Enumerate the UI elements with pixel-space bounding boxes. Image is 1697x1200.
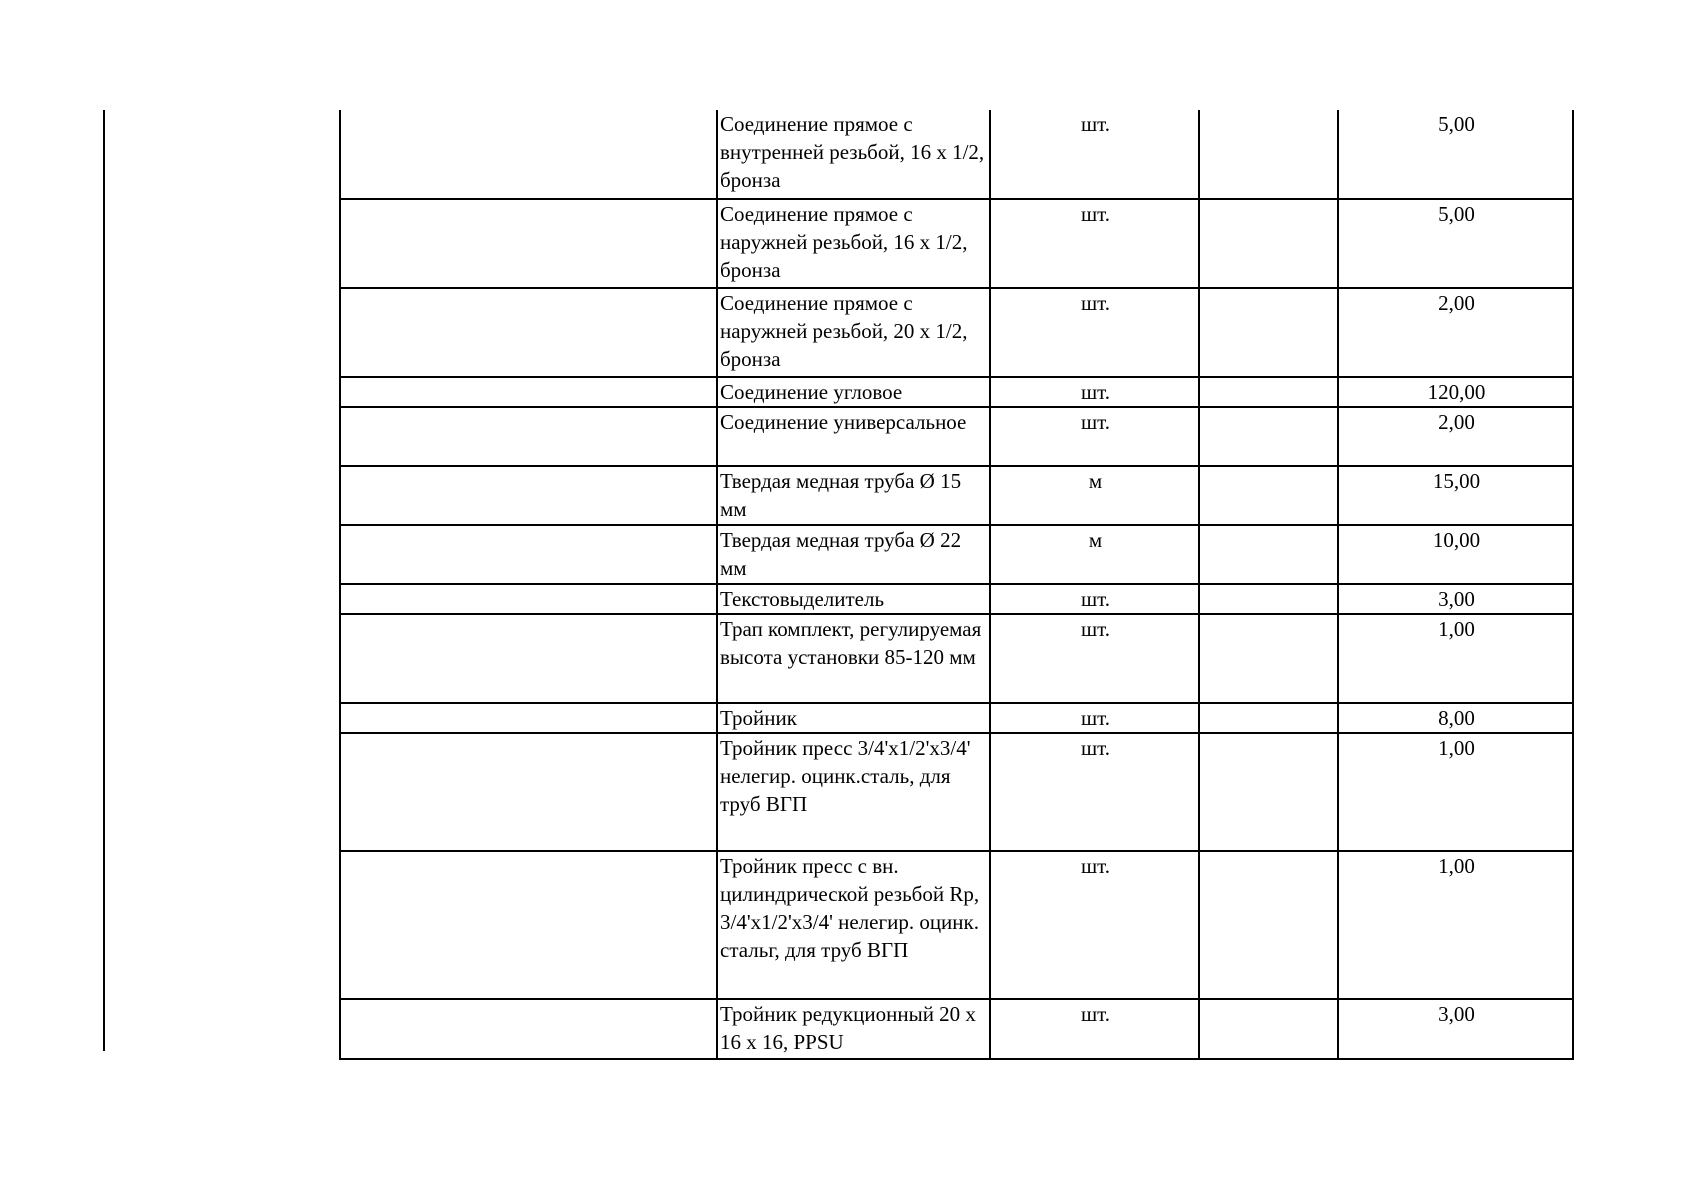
item-unit: шт. bbox=[990, 407, 1199, 466]
item-quantity: 1,00 bbox=[1338, 851, 1573, 999]
empty-cell bbox=[340, 733, 717, 851]
item-unit: шт. bbox=[990, 733, 1199, 851]
item-unit: шт. bbox=[990, 199, 1199, 288]
item-quantity: 2,00 bbox=[1338, 407, 1573, 466]
empty-cell bbox=[340, 999, 717, 1059]
item-quantity: 1,00 bbox=[1338, 733, 1573, 851]
empty-cell bbox=[340, 377, 717, 407]
empty-cell bbox=[1199, 733, 1338, 851]
item-name: Соединение универсальное bbox=[717, 407, 990, 466]
item-name: Соединение угловое bbox=[717, 377, 990, 407]
item-quantity: 2,00 bbox=[1338, 288, 1573, 377]
item-unit: м bbox=[990, 466, 1199, 525]
empty-cell bbox=[340, 110, 717, 199]
item-quantity: 1,00 bbox=[1338, 614, 1573, 703]
item-quantity: 3,00 bbox=[1338, 999, 1573, 1059]
table-row bbox=[340, 288, 1573, 377]
empty-cell bbox=[340, 614, 717, 703]
item-name: Текстовыделитель bbox=[717, 584, 990, 614]
item-unit: шт. bbox=[990, 110, 1199, 199]
item-quantity: 15,00 bbox=[1338, 466, 1573, 525]
item-unit: шт. bbox=[990, 703, 1199, 733]
empty-cell bbox=[340, 466, 717, 525]
item-name: Соединение прямое с внутренней резьбой, 16 х 1/2, бронза bbox=[717, 110, 990, 199]
item-name: Соединение прямое с наружней резьбой, 20 х 1/2, бронза bbox=[717, 288, 990, 377]
empty-cell bbox=[340, 584, 717, 614]
table-row bbox=[340, 110, 1573, 199]
empty-cell bbox=[1199, 110, 1338, 199]
empty-cell bbox=[1199, 288, 1338, 377]
item-quantity: 3,00 bbox=[1338, 584, 1573, 614]
table-row bbox=[340, 377, 1573, 407]
empty-cell bbox=[1199, 466, 1338, 525]
item-name: Тройник пресс с вн. цилиндрической резьбой Rp, 3/4'х1/2'х3/4' нелегир. оцинк. стальг, для труб ВГП bbox=[717, 851, 990, 999]
table-row bbox=[340, 584, 1573, 614]
empty-cell bbox=[1199, 614, 1338, 703]
empty-cell bbox=[340, 407, 717, 466]
item-name: Твердая медная труба Ø 15 мм bbox=[717, 466, 990, 525]
empty-cell bbox=[340, 851, 717, 999]
item-unit: шт. bbox=[990, 584, 1199, 614]
empty-cell bbox=[1199, 703, 1338, 733]
item-quantity: 5,00 bbox=[1338, 110, 1573, 199]
empty-cell bbox=[1199, 407, 1338, 466]
item-unit: шт. bbox=[990, 377, 1199, 407]
table-row bbox=[340, 999, 1573, 1059]
table-row bbox=[340, 703, 1573, 733]
item-name: Тройник редукционный 20 х 16 х 16, PPSU bbox=[717, 999, 990, 1059]
table-row bbox=[340, 199, 1573, 288]
items-table bbox=[339, 110, 1574, 1060]
table-row bbox=[340, 466, 1573, 525]
empty-cell bbox=[340, 703, 717, 733]
item-name: Твердая медная труба Ø 22 мм bbox=[717, 525, 990, 584]
item-quantity: 120,00 bbox=[1338, 377, 1573, 407]
left-margin-rule bbox=[103, 110, 105, 1051]
empty-cell bbox=[340, 288, 717, 377]
empty-cell bbox=[1199, 377, 1338, 407]
table-row bbox=[340, 407, 1573, 466]
empty-cell bbox=[1199, 851, 1338, 999]
table-row bbox=[340, 851, 1573, 999]
empty-cell bbox=[340, 525, 717, 584]
empty-cell bbox=[1199, 584, 1338, 614]
item-quantity: 5,00 bbox=[1338, 199, 1573, 288]
empty-cell bbox=[1199, 999, 1338, 1059]
item-name: Соединение прямое с наружней резьбой, 16 х 1/2, бронза bbox=[717, 199, 990, 288]
table-row bbox=[340, 733, 1573, 851]
empty-cell bbox=[340, 199, 717, 288]
item-unit: шт. bbox=[990, 614, 1199, 703]
table-row bbox=[340, 525, 1573, 584]
item-unit: шт. bbox=[990, 288, 1199, 377]
item-quantity: 10,00 bbox=[1338, 525, 1573, 584]
item-quantity: 8,00 bbox=[1338, 703, 1573, 733]
item-name: Тройник bbox=[717, 703, 990, 733]
table-row bbox=[340, 614, 1573, 703]
item-name: Тройник пресс 3/4'х1/2'х3/4' нелегир. оцинк.сталь, для труб ВГП bbox=[717, 733, 990, 851]
item-name: Трап комплект, регулируемая высота установки 85-120 мм bbox=[717, 614, 990, 703]
item-unit: м bbox=[990, 525, 1199, 584]
item-unit: шт. bbox=[990, 999, 1199, 1059]
empty-cell bbox=[1199, 199, 1338, 288]
item-unit: шт. bbox=[990, 851, 1199, 999]
empty-cell bbox=[1199, 525, 1338, 584]
